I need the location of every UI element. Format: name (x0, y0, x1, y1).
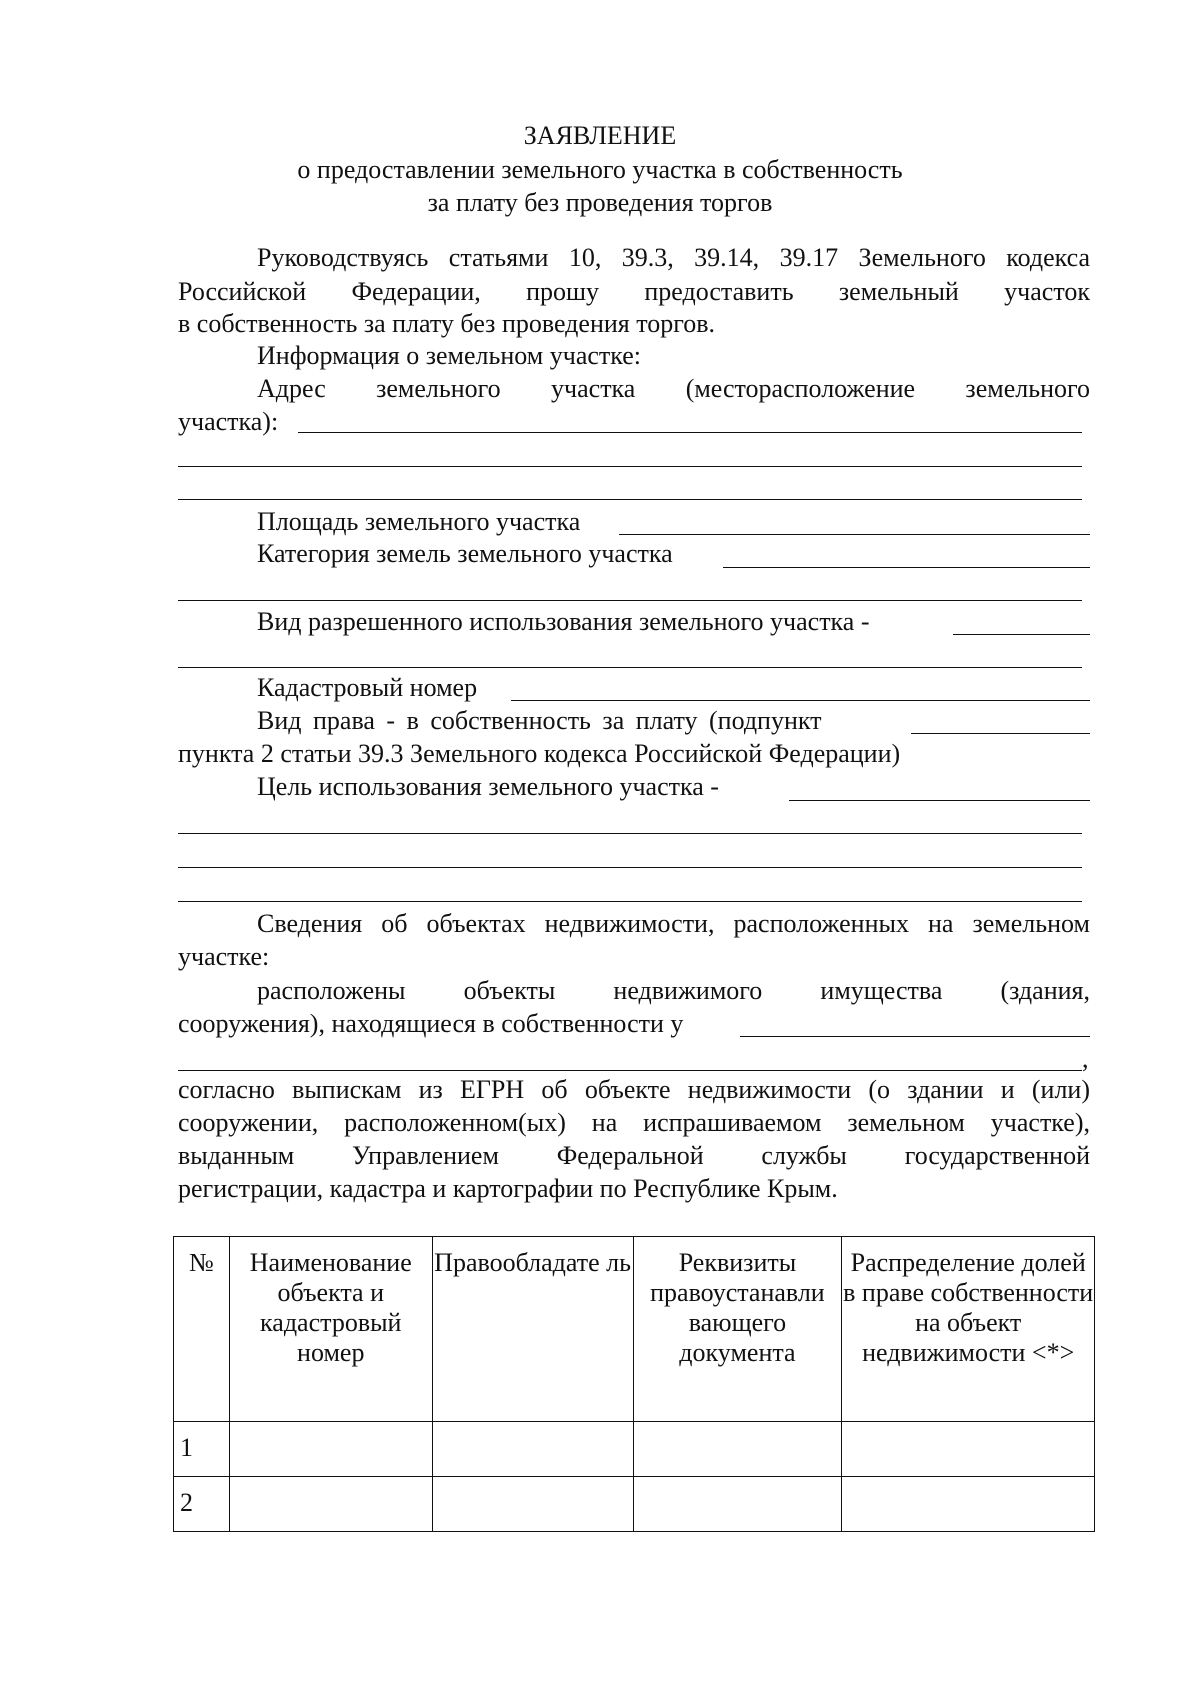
cadastral-number-label: Кадастровый номер (257, 673, 478, 702)
address-input-line-3[interactable] (178, 499, 1082, 500)
plot-info-label: Информация о земельном участке: (257, 341, 642, 370)
document-subtitle-2: за плату без проведения торгов (427, 188, 773, 217)
permitted-use-input-line[interactable] (953, 634, 1090, 635)
address-input-line[interactable] (298, 432, 1082, 433)
table-header-row (174, 1237, 1095, 1422)
owner-line-comma: , (1082, 1044, 1089, 1073)
owner-input-line-2[interactable] (178, 1070, 1082, 1071)
table-row (174, 1422, 1095, 1477)
category-input-line-2[interactable] (178, 600, 1082, 601)
real-estate-line-1: Сведения об объектах недвижимости, расположенных на земельном (257, 909, 1090, 938)
permitted-use-input-line-2[interactable] (178, 667, 1082, 668)
intro-line-2: Российской Федерации, прошу предоставить земельный участок (178, 277, 1090, 306)
header-document: Реквизиты правоустанавли вающего документа (633, 1237, 842, 1422)
category-label: Категория земель земельного участка (257, 539, 673, 568)
address-line-2: участка): (178, 407, 279, 436)
real-estate-line-7: выданным Управлением Федеральной службы государственной (178, 1141, 1090, 1170)
category-input-line[interactable] (723, 567, 1090, 568)
cell-object-name[interactable] (229, 1477, 432, 1532)
cell-owner[interactable] (432, 1422, 633, 1477)
cadastral-number-input-line[interactable] (511, 700, 1090, 701)
header-number: № (174, 1237, 230, 1422)
cell-share[interactable] (842, 1477, 1095, 1532)
document-subtitle-1: о предоставлении земельного участка в собственность (297, 155, 903, 184)
right-type-line-2: пункта 2 статьи 39.3 Земельного кодекса Российской Федерации) (178, 739, 901, 768)
real-estate-line-5: согласно выпискам из ЕГРН об объекте недвижимости (о здании и (или) (178, 1075, 1090, 1104)
real-estate-line-4: сооружения), находящиеся в собственности у (178, 1009, 684, 1038)
real-estate-objects-table (173, 1236, 1095, 1532)
row-number: 2 (174, 1477, 230, 1532)
owner-input-line[interactable] (740, 1036, 1090, 1037)
header-object-name: Наименование объекта и кадастровый номер (229, 1237, 432, 1422)
purpose-label: Цель использования земельного участка - (257, 772, 719, 801)
real-estate-line-3: расположены объекты недвижимого имущества (здания, (257, 976, 1090, 1005)
cell-share[interactable] (842, 1422, 1095, 1477)
area-label: Площадь земельного участка (257, 507, 581, 536)
address-input-line-2[interactable] (178, 466, 1082, 467)
purpose-input-line-3[interactable] (178, 867, 1082, 868)
purpose-input-line-4[interactable] (178, 901, 1082, 902)
cell-document[interactable] (633, 1422, 842, 1477)
document-title: ЗАЯВЛЕНИЕ (523, 121, 677, 150)
cell-owner[interactable] (432, 1477, 633, 1532)
purpose-input-line[interactable] (789, 800, 1090, 801)
area-input-line[interactable] (619, 534, 1090, 535)
intro-line-1: Руководствуясь статьями 10, 39.3, 39.14, 39.17 Земельного кодекса (257, 243, 1090, 272)
real-estate-line-8: регистрации, кадастра и картографии по Республике Крым. (178, 1174, 838, 1203)
right-type-line-1: Вид права - в собственность за плату (подпункт (257, 706, 822, 735)
table-row (174, 1477, 1095, 1532)
permitted-use-label: Вид разрешенного использования земельного участка - (257, 607, 870, 636)
header-share: Распределение долей в праве собственности на объект недвижимости <*> (842, 1237, 1095, 1422)
header-owner: Правообладате ль (432, 1237, 633, 1422)
address-line-1: Адрес земельного участка (месторасположение земельного (257, 374, 1090, 403)
cell-object-name[interactable] (229, 1422, 432, 1477)
real-estate-line-6: сооружении, расположенном(ых) на испрашиваемом земельном участке), (178, 1108, 1090, 1137)
cell-document[interactable] (633, 1477, 842, 1532)
intro-line-3: в собственность за плату без проведения торгов. (178, 309, 716, 338)
row-number: 1 (174, 1422, 230, 1477)
right-type-input-line[interactable] (911, 733, 1090, 734)
purpose-input-line-2[interactable] (178, 833, 1082, 834)
real-estate-line-2: участке: (178, 942, 270, 971)
